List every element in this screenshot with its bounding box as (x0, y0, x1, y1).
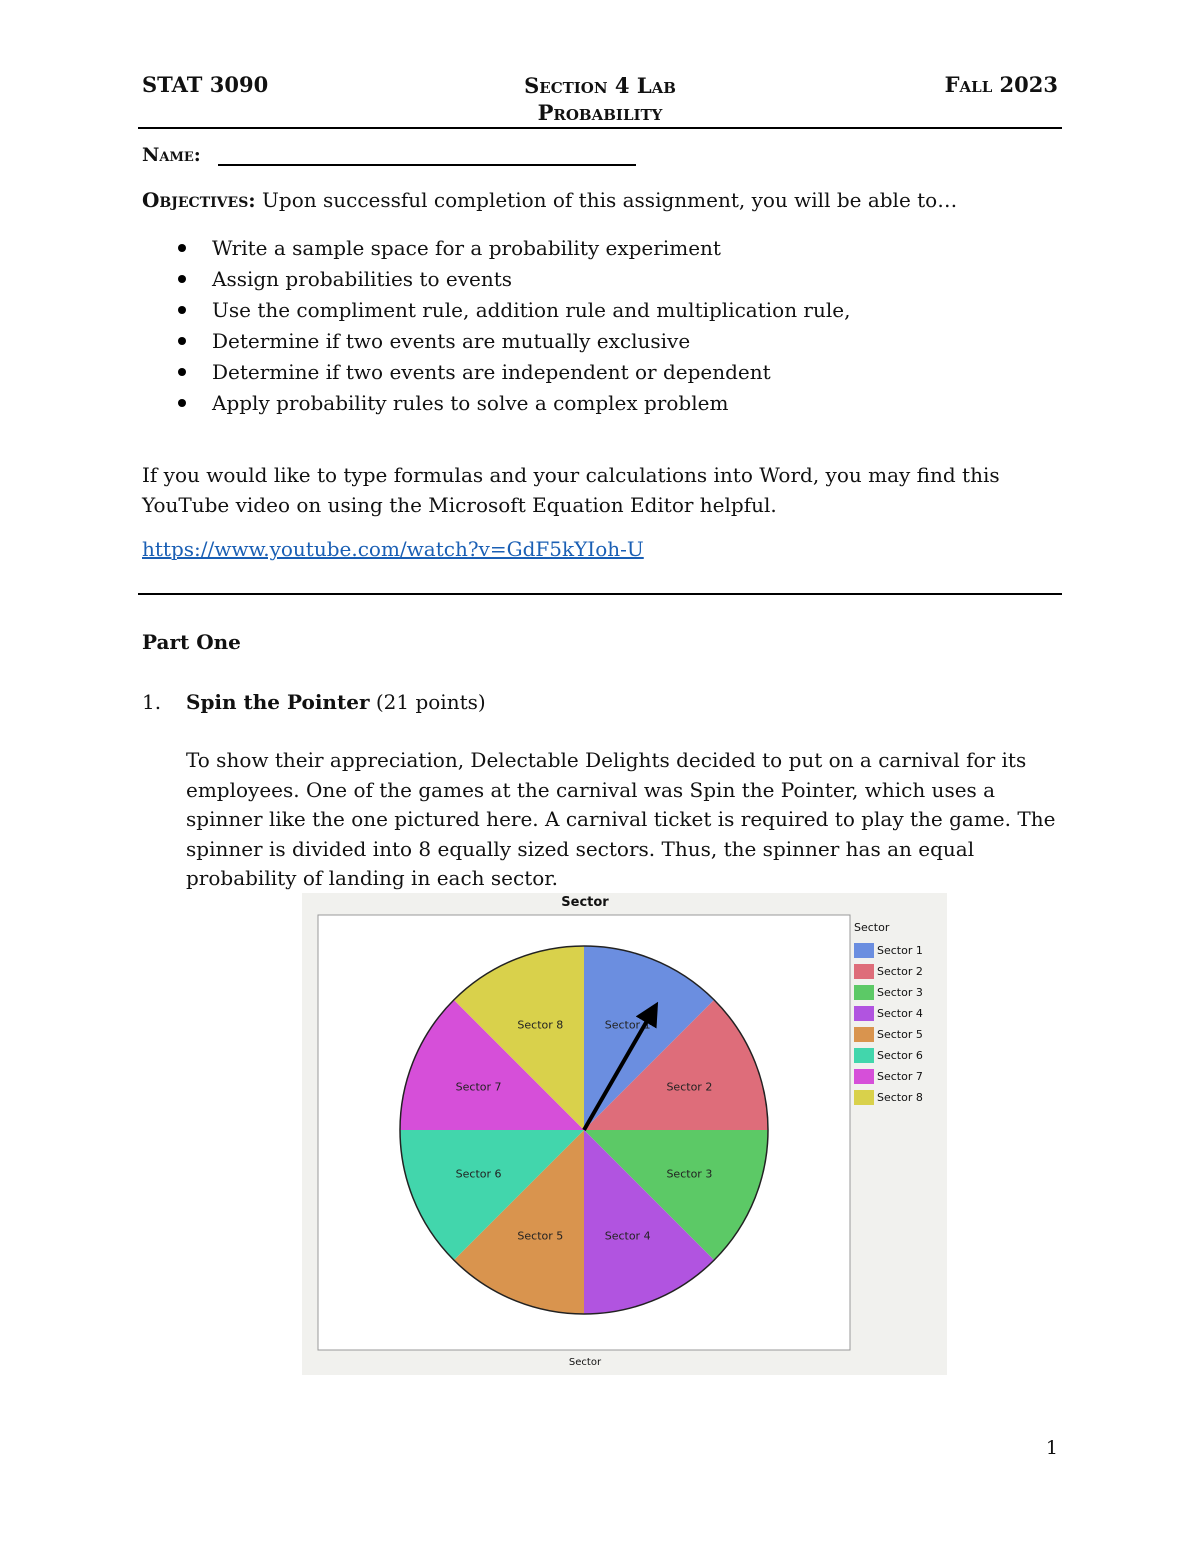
page-number: 1 (1045, 1437, 1058, 1459)
list-item: Assign probabilities to events (142, 265, 850, 296)
question-title (186, 690, 486, 714)
spinner-chart (302, 893, 947, 1375)
pie-label-5: Sector 5 (517, 1229, 564, 1243)
question-text: To show their appreciation, Delectable Delights decided to put on a carnival for its employees. One of the games at the carnival was Spin the Pointer, which uses a spinner like the one pictured here. A carnival ticket is required to play the game. The spinner is divided into 8 equally sized sectors. Thus, the spinner has an equal probability of landing in each sector. (186, 748, 1056, 890)
legend-item (854, 982, 923, 1003)
part-heading: Part One (142, 630, 241, 654)
legend-swatch (854, 985, 874, 1000)
section-title: Section 4 Lab (524, 73, 676, 98)
legend-item (854, 1024, 923, 1045)
spinner-figure (302, 893, 947, 1375)
list-item: Determine if two events are mutually exclusive (142, 327, 850, 358)
objectives-line (142, 188, 957, 212)
name-field-line[interactable] (218, 164, 636, 166)
chart-legend (854, 921, 923, 1108)
legend-swatch (854, 1069, 874, 1084)
legend-item (854, 961, 923, 982)
pie-label-6: Sector 6 (455, 1167, 502, 1181)
intro-paragraph: If you would like to type formulas and your calculations into Word, you may find this YouTube video on using the Microsoft Equation Editor helpful. (142, 463, 1000, 517)
pie-label-4: Sector 4 (604, 1229, 651, 1243)
pie-label-7: Sector 7 (455, 1080, 502, 1094)
video-link[interactable]: https://www.youtube.com/watch?v=GdF5kYIoh-U (142, 537, 644, 561)
legend-swatch (854, 1027, 874, 1042)
legend-swatch (854, 1048, 874, 1063)
header-rule (138, 127, 1062, 129)
question-points: (21 points) (369, 690, 486, 714)
legend-swatch (854, 1090, 874, 1105)
legend-items (854, 940, 923, 1108)
pie-label-1: Sector 1 (604, 1018, 651, 1032)
legend-item (854, 1003, 923, 1024)
subtitle: Probability (537, 100, 663, 125)
question-number: 1. (142, 690, 162, 714)
list-item: Apply probability rules to solve a complex problem (142, 389, 850, 420)
name-label: Name: (142, 144, 201, 166)
legend-label: Sector 6 (877, 1049, 923, 1062)
legend-item (854, 940, 923, 961)
legend-label: Sector 4 (877, 1007, 923, 1020)
legend-swatch (854, 1006, 874, 1021)
legend-title: Sector (854, 921, 890, 934)
legend-label: Sector 7 (877, 1070, 923, 1083)
legend-item (854, 1066, 923, 1087)
x-axis-label: Sector (568, 1357, 602, 1368)
pie-label-3: Sector 3 (666, 1167, 713, 1181)
course-code: STAT 3090 (142, 72, 269, 97)
legend-label: Sector 8 (877, 1091, 923, 1104)
legend-label: Sector 5 (877, 1028, 923, 1041)
objectives-label: Objectives: (142, 188, 256, 212)
objectives-intro: Upon successful completion of this assignment, you will be able to… (255, 188, 958, 212)
list-item: Determine if two events are independent or dependent (142, 358, 850, 389)
objectives-list (142, 234, 850, 420)
legend-item (854, 1087, 923, 1108)
section-rule (138, 593, 1062, 595)
list-item: Write a sample space for a probability experiment (142, 234, 850, 265)
legend-label: Sector 2 (877, 965, 923, 978)
pie-label-8: Sector 8 (517, 1018, 564, 1032)
legend-swatch (854, 964, 874, 979)
question-title-text: Spin the Pointer (186, 690, 370, 714)
legend-swatch (854, 943, 874, 958)
list-item: Use the compliment rule, addition rule and multiplication rule, (142, 296, 850, 327)
pie-label-2: Sector 2 (666, 1080, 713, 1094)
legend-label: Sector 3 (877, 986, 923, 999)
legend-label: Sector 1 (877, 944, 923, 957)
legend-item (854, 1045, 923, 1066)
term: Fall 2023 (944, 72, 1058, 97)
chart-title: Sector (561, 895, 609, 910)
